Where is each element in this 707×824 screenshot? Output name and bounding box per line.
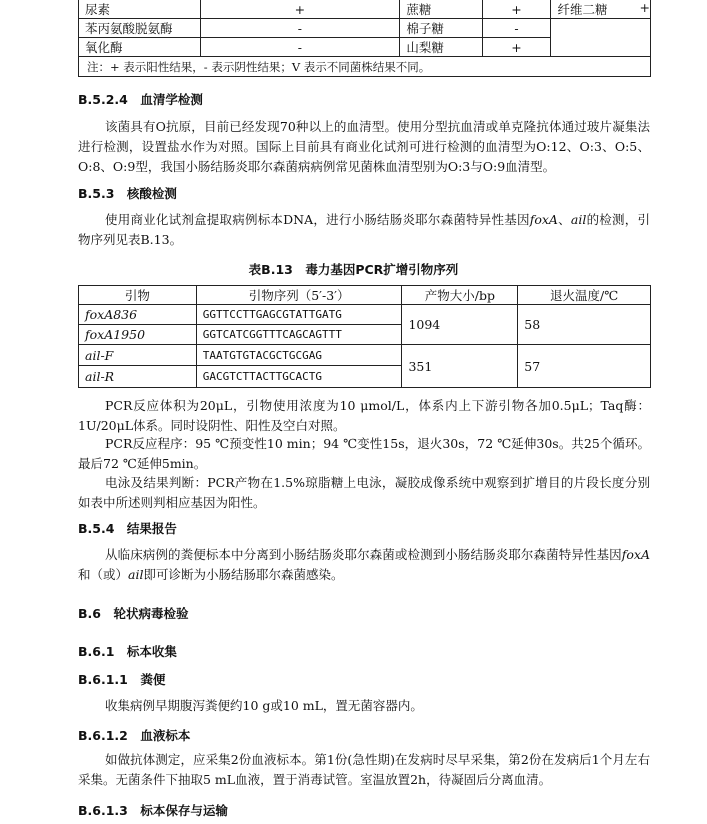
table-header-row [79,286,651,305]
primer-name: foxA836 [79,305,197,325]
paragraph: 收集病例早期腹泻粪便约10 g或10 mL，置无菌容器内。 [105,698,423,713]
column-header: 退火温度/℃ [518,286,651,305]
table-row [79,57,651,77]
gene-name: foxA [621,547,650,562]
annealing-temp: 57 [518,345,651,388]
table-row [79,345,651,366]
table-cell [551,19,651,57]
table-cell: 尿素 [79,0,201,19]
table-cell [551,0,651,19]
table-cell: + [639,0,650,15]
section-heading: B.6.1.3 标本保存与运输 [78,803,228,818]
paragraph: PCR反应程序：95 ℃预变性10 min；94 ℃变性15s，退火30s，72 ℃延伸30s。共25个循环。最后72 ℃延伸5min。 [78,436,650,471]
biochem-table [78,0,651,77]
table-cell: + [482,0,551,19]
table-note: 注：+ 表示阳性结果，- 表示阴性结果；V 表示不同菌株结果不同。 [79,57,651,77]
paragraph: 如做抗体测定，应采集2份血液标本。第1份(急性期)在发病时尽早采集，第2份在发病后1个月左右采集。无菌条件下抽取5 mL血液，置于消毒试管。室温放置2h，待凝固后分离血清。 [78,752,650,787]
section-heading: B.6.1 标本收集 [78,644,177,659]
table-cell: 蔗糖 [400,0,482,19]
primer-sequence: TAATGTGTACGCTGCGAG [196,345,402,366]
table-cell: - [200,38,400,57]
column-header: 引物序列（5′-3′） [196,286,402,305]
section-heading: B.6 轮状病毒检验 [78,606,189,621]
paragraph: PCR反应体积为20μL，引物使用浓度为10 μmol/L，体系内上下游引物各加0.5μL；Taq酶：1U/20μL体系。同时设阴性、阳性及空白对照。 [78,398,650,433]
section-heading: B.6.1.1 粪便 [78,672,166,687]
text-span: 和（或） [78,567,129,582]
table-row [79,19,651,38]
table-cell: - [482,19,551,38]
table-cell: - [200,19,400,38]
primer-name: ail-R [79,366,197,388]
primer-sequence: GACGTCTTACTTGCACTG [196,366,402,388]
primer-sequence: GGTTCCTTGAGCGTATTGATG [196,305,402,325]
primer-name: ail-F [79,345,197,366]
table-cell: 氧化酶 [79,38,201,57]
product-size: 351 [402,345,518,388]
gene-name: ail [128,567,144,582]
gene-name: foxA [529,212,558,227]
paragraph: 该菌具有O抗原，目前已经发现70种以上的血清型。使用分型抗血清或单克隆抗体通过玻片凝集法进行检测，设置盐水作为对照。国际上目前具有商业化试剂可进行检测的血清型为O:12、O:3、O:5、O:8、O:9型，我国小肠结肠炎耶尔森菌病病例常见菌株血清型别为O:3与O:9血清型。 [78,119,650,174]
table-cell: 苯丙氨酸脱氨酶 [79,19,201,38]
text-span: 即可诊断为小肠结肠耶尔森菌感染。 [143,567,344,582]
text-span: 、 [557,212,571,227]
section-heading: B.5.3 核酸检测 [78,186,177,201]
table-cell: + [482,38,551,57]
section-heading: B.5.4 结果报告 [78,521,177,536]
primer-name: foxA1950 [79,325,197,345]
product-size: 1094 [402,305,518,345]
section-heading: B.5.2.4 血清学检测 [78,92,203,107]
paragraph [78,545,650,585]
table-caption: 表B.13 毒力基因PCR扩增引物序列 [248,262,459,277]
table-row [79,305,651,325]
column-header: 引物 [79,286,197,305]
gene-name: ail [570,212,587,227]
text-span: 使用商业化试剂盒提取病例标本DNA，进行小肠结肠炎耶尔森菌特异性基因 [105,212,530,227]
primer-table [78,285,651,388]
paragraph [78,210,650,250]
paragraph: 电泳及结果判断：PCR产物在1.5%琼脂糖上电泳，凝胶成像系统中观察到扩增目的片段长度分别如表中所述则判相应基因为阳性。 [78,475,650,510]
table-row [79,0,651,19]
table-cell: 棉子糖 [400,19,482,38]
table-cell: + [200,0,400,19]
text-span: 从临床病例的粪便标本中分离到小肠结肠炎耶尔森菌或检测到小肠结肠炎耶尔森菌特异性基因 [105,547,622,562]
primer-sequence: GGTCATCGGTTTCAGCAGTTT [196,325,402,345]
column-header: 产物大小/bp [402,286,518,305]
table-cell: 山梨糖 [400,38,482,57]
annealing-temp: 58 [518,305,651,345]
table-cell: 纤维二糖 [557,2,608,17]
section-heading: B.6.1.2 血液标本 [78,728,191,743]
text-span: 的检测，引物序列见表B.13。 [78,212,650,247]
